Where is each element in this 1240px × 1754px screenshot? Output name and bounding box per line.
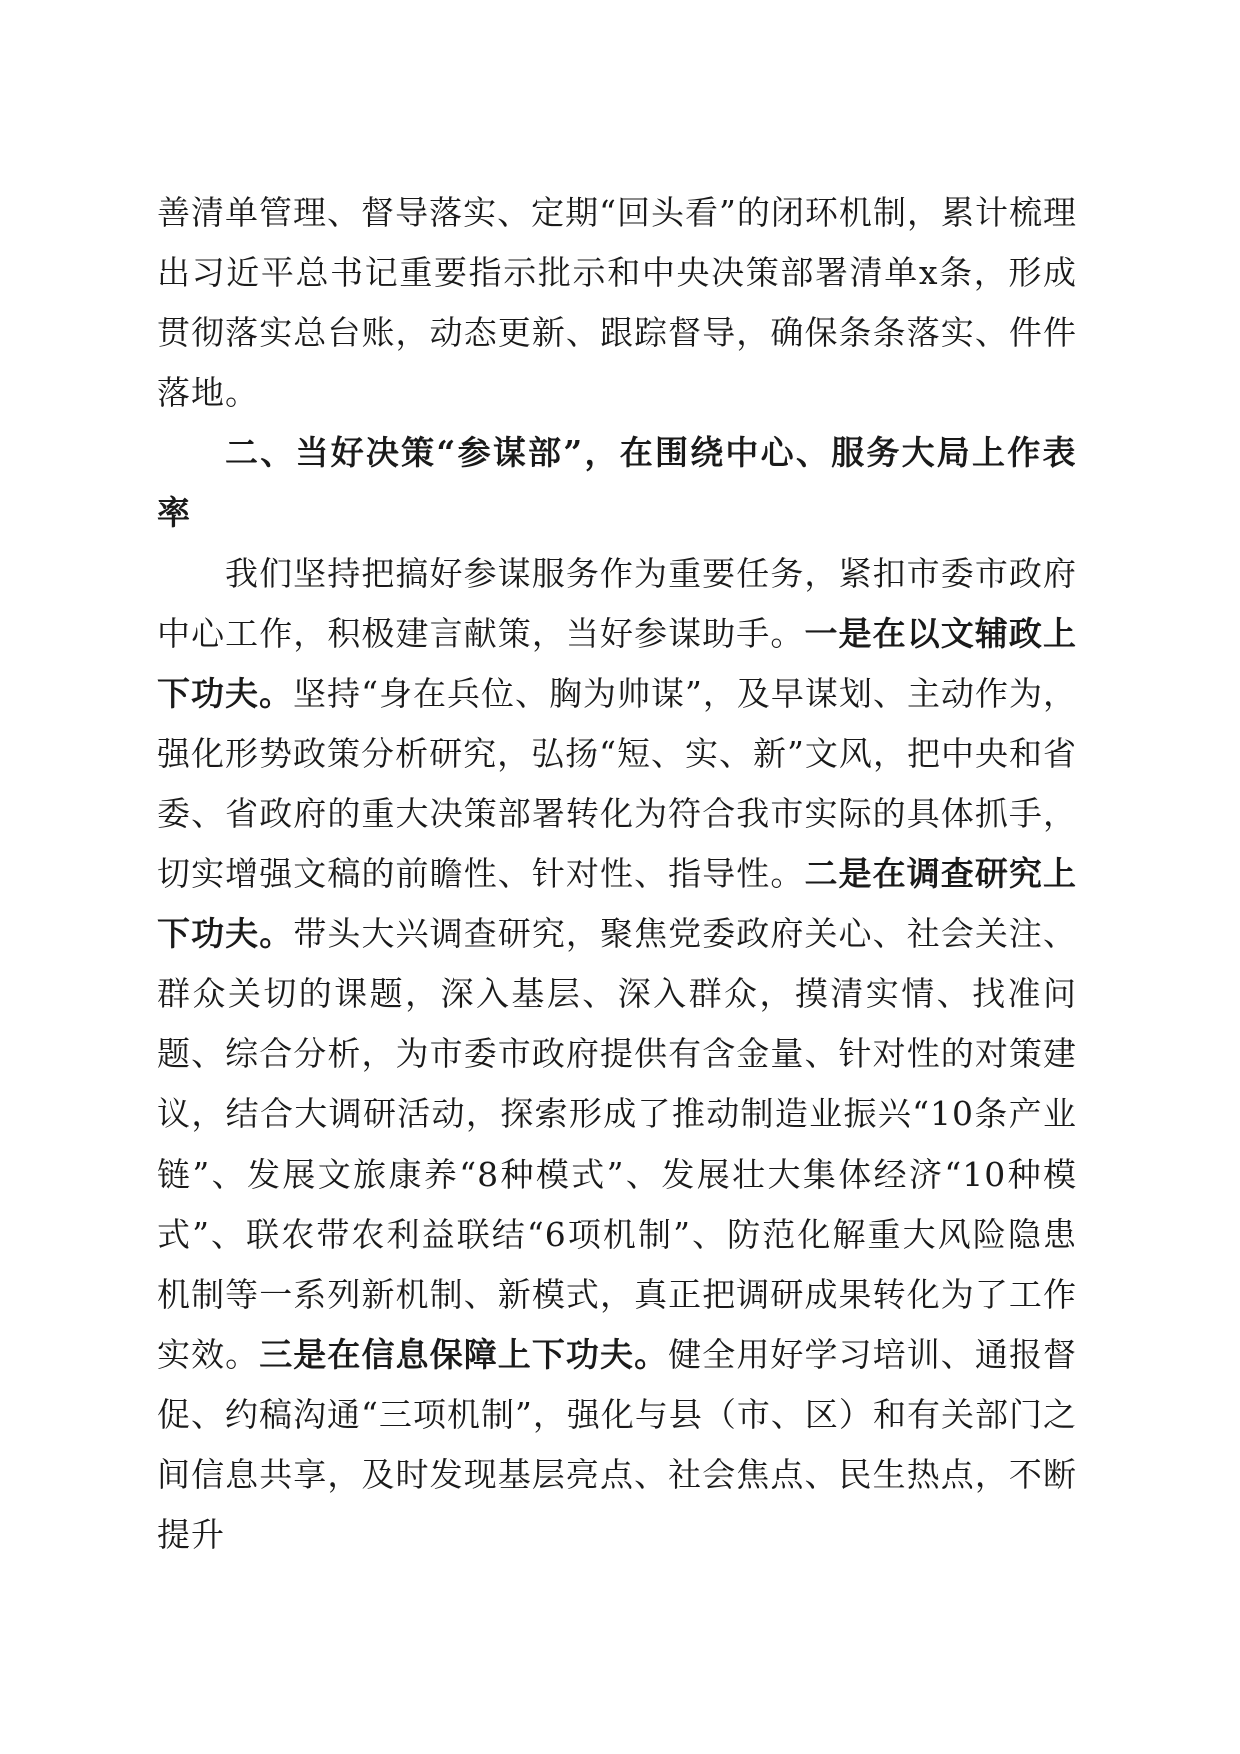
point3-title: 三是在信息保障上下功夫。 bbox=[259, 1334, 669, 1374]
section-heading: 二、当好决策“参谋部”，在围绕中心、服务大局上作表率 bbox=[157, 433, 1077, 533]
intro-text: 我们坚持把搞好参谋服务作为重要任务，紧扣市委市政府中心工作，积极建言献策，当好参谋助手。 bbox=[157, 553, 1077, 653]
continuation-paragraph: 善清单管理、督导落实、定期“回头看”的闭环机制，累计梳理出习近平总书记重要指示批示和中央决策部署清单x条，形成贯彻落实总台账，动态更新、跟踪督导，确保条条落实、件件落地。 bbox=[157, 193, 1077, 413]
point2-title: 二是在调查研究上下功夫。 bbox=[157, 854, 1078, 954]
point2-text: 带头大兴调查研究，聚焦党委政府关心、社会关注、群众关切的课题，深入基层、深入群众，摸清实情、找准问题、综合分析，为市委市政府提供有含金量、针对性的对策建议，结合大调研活动，探索形成了推动制造业振兴“10条产业链”、发展文旅康养“8种模式”、发展壮大集体经济“10种模式”、联农带农利益联结“6项机制”、防范化解重大风险隐患机制等一系列新机制、新模式，真正把调研成果转化为了工作实效。 bbox=[157, 914, 1078, 1374]
point1-text: 坚持“身在兵位、胸为帅谋”，及早谋划、主动作为，强化形势政策分析研究，弘扬“短、实、新”文风，把中央和省委、省政府的重大决策部署转化为符合我市实际的具体抓手，切实增强文稿的前瞻性、针对性、指导性。 bbox=[157, 673, 1078, 894]
body-paragraph bbox=[157, 544, 1077, 1566]
document-body bbox=[157, 183, 1077, 1565]
point1-title: 一是在以文辅政上下功夫。 bbox=[157, 613, 1078, 713]
point3-text: 健全用好学习培训、通报督促、约稿沟通“三项机制”，强化与县（市、区）和有关部门之间信息共享，及时发现基层亮点、社会焦点、民生热点，不断提升 bbox=[157, 1334, 1078, 1555]
